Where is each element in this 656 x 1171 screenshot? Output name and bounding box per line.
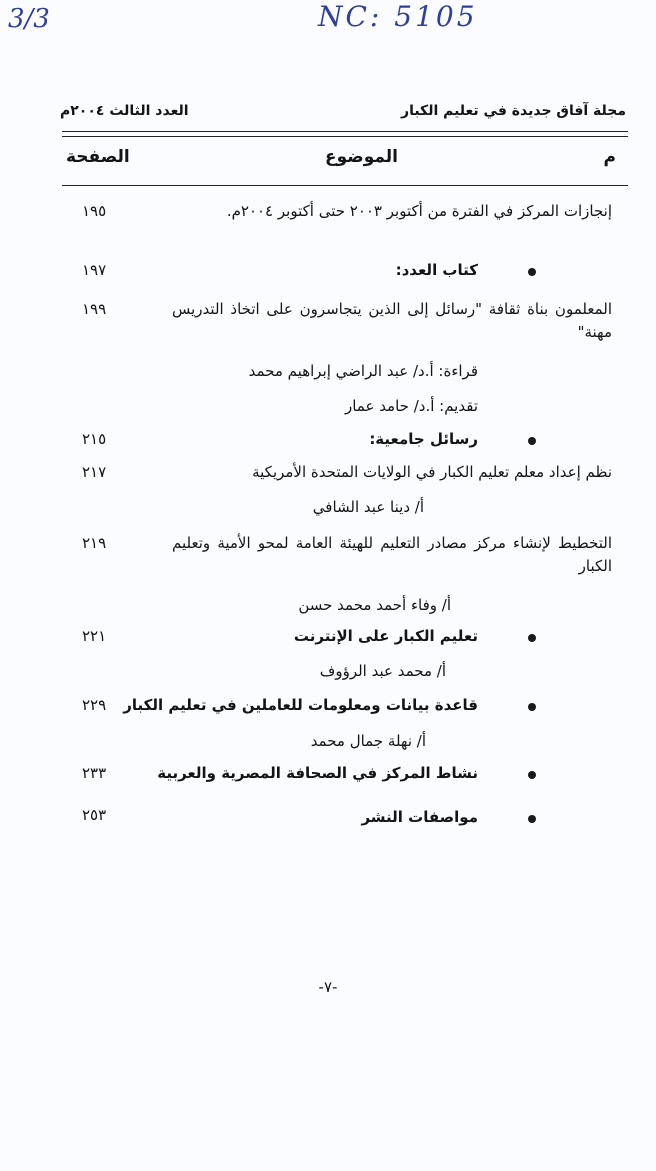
section-title: رسائل جامعية: — [369, 430, 478, 448]
section-title: كتاب العدد: — [395, 261, 478, 279]
toc-credit — [298, 594, 451, 617]
page-number-footer: -٧- — [318, 978, 338, 996]
section-title: قاعدة بيانات ومعلومات للعاملين في تعليم الكبار — [123, 696, 478, 714]
toc-entry-page: ١٩٩ — [82, 300, 107, 318]
bullet-icon — [528, 815, 536, 823]
journal-title: مجلة آفاق جديدة في تعليم الكبار — [401, 103, 626, 119]
toc-entry-title: التخطيط لإنشاء مركز مصادر التعليم للهيئة العامة لمحو الأمية وتعليم الكبار — [172, 534, 612, 575]
section-title: مواصفات النشر — [361, 808, 478, 826]
bullet-icon — [528, 771, 536, 779]
section-title: تعليم الكبار على الإنترنت — [293, 627, 478, 645]
toc-entry-page: ٢٣٣ — [82, 764, 107, 782]
bullet-icon — [528, 703, 536, 711]
column-header-number: م — [603, 147, 616, 167]
author-credit: أ/ دينا عبد الشافي — [312, 498, 424, 516]
toc-entry-page: ٢١٩ — [82, 534, 107, 552]
toc-entry-page: ٢٢٩ — [82, 696, 107, 714]
section-heading — [123, 694, 478, 717]
column-header-page: الصفحة — [66, 147, 130, 167]
handwritten-page-number: 3/3 — [8, 4, 50, 34]
bullet-icon — [528, 268, 536, 276]
section-heading — [157, 762, 478, 785]
section-heading — [361, 806, 478, 829]
presenter-credit: تقديم: أ.د/ حامد عمار — [344, 397, 478, 415]
section-heading — [369, 428, 478, 451]
handwritten-reference: NC: 5105 — [318, 0, 478, 33]
toc-entry-page: ٢٥٣ — [82, 806, 107, 824]
toc-entry — [252, 461, 612, 484]
toc-entry-title: المعلمون بناة ثقافة "رسائل إلى الذين يتجاسرون على اتخاذ التدريس مهنة" — [172, 300, 612, 341]
toc-entry-title: نظم إعداد معلم تعليم الكبار في الولايات المتحدة الأمريكية — [252, 463, 612, 481]
toc-entry — [172, 298, 612, 344]
toc-credit — [320, 660, 446, 683]
toc-entry-page: ٢١٧ — [82, 463, 107, 481]
toc-entry-page: ١٩٧ — [82, 261, 107, 279]
header-rule-top — [62, 131, 628, 132]
column-header-rule — [62, 185, 628, 186]
toc-entry-page: ٢١٥ — [82, 430, 107, 448]
toc-entry — [172, 200, 612, 223]
section-heading — [294, 625, 478, 648]
author-credit: أ/ محمد عبد الرؤوف — [319, 662, 446, 680]
column-header-topic: الموضوع — [325, 147, 398, 167]
reviewer-credit: قراءة: أ.د/ عبد الراضي إبراهيم محمد — [248, 362, 478, 380]
toc-credit — [345, 395, 478, 418]
section-title: نشاط المركز في الصحافة المصرية والعربية — [157, 764, 478, 782]
toc-credit — [249, 360, 478, 383]
toc-entry-page: ٢٢١ — [82, 627, 107, 645]
header-rule-bottom — [62, 136, 628, 137]
bullet-icon — [528, 634, 536, 642]
toc-entry — [172, 532, 612, 578]
issue-label: العدد الثالث ٢٠٠٤م — [60, 103, 189, 119]
toc-entry-page: ١٩٥ — [82, 202, 107, 220]
toc-entry-title: إنجازات المركز في الفترة من أكتوبر ٢٠٠٣ حتى أكتوبر ٢٠٠٤م. — [226, 202, 612, 220]
bullet-icon — [528, 437, 536, 445]
section-heading — [396, 259, 478, 282]
toc-credit — [313, 496, 424, 519]
author-credit: أ/ وفاء أحمد محمد حسن — [298, 596, 451, 614]
toc-credit — [311, 730, 426, 753]
author-credit: أ/ نهلة جمال محمد — [310, 732, 426, 750]
